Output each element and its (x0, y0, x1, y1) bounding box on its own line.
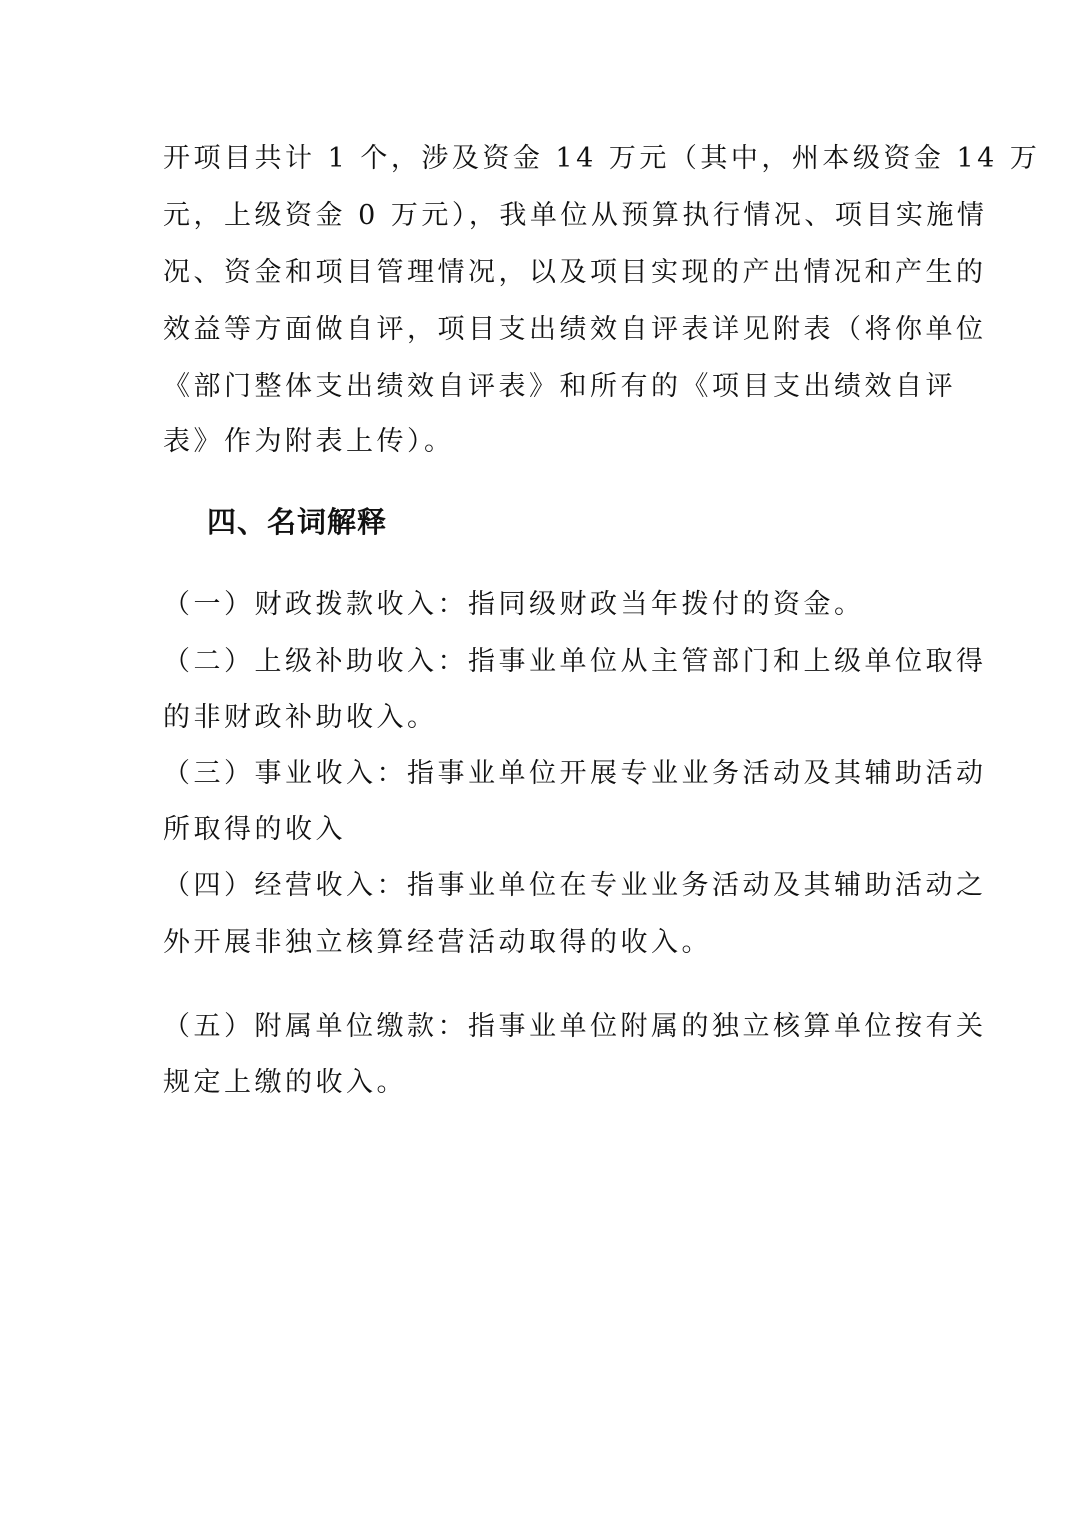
definition-2-line-2: 的非财政补助收入。 (163, 702, 438, 733)
intro-line-2: 元，上级资金 0 万元），我单位从预算执行情况、项目实施情 (163, 200, 988, 231)
intro-line-5: 《部门整体支出绩效自评表》和所有的《项目支出绩效自评 (163, 371, 956, 402)
intro-line-6: 表》作为附表上传）。 (163, 426, 455, 457)
definition-2-line-1: （二）上级补助收入：指事业单位从主管部门和上级单位取得 (163, 646, 987, 677)
definition-4-line-1: （四）经营收入：指事业单位在专业业务活动及其辅助活动之 (163, 870, 987, 901)
intro-line-1: 开项目共计 1 个，涉及资金 14 万元（其中，州本级资金 14 万 (163, 143, 1041, 174)
definition-3-line-1: （三）事业收入：指事业单位开展专业业务活动及其辅助活动 (163, 758, 987, 789)
definition-5-line-1: （五）附属单位缴款：指事业单位附属的独立核算单位按有关 (163, 1011, 987, 1042)
definition-5-line-2: 规定上缴的收入。 (163, 1067, 407, 1098)
definition-4-line-2: 外开展非独立核算经营活动取得的收入。 (163, 927, 712, 958)
definition-1-line-1: （一）财政拨款收入：指同级财政当年拨付的资金。 (163, 589, 865, 620)
intro-line-4: 效益等方面做自评，项目支出绩效自评表详见附表（将你单位 (163, 314, 987, 345)
intro-line-3: 况、资金和项目管理情况，以及项目实现的产出情况和产生的 (163, 257, 987, 288)
section-heading: 四、名词解释 (207, 505, 388, 539)
definition-3-line-2: 所取得的收入 (163, 814, 346, 845)
